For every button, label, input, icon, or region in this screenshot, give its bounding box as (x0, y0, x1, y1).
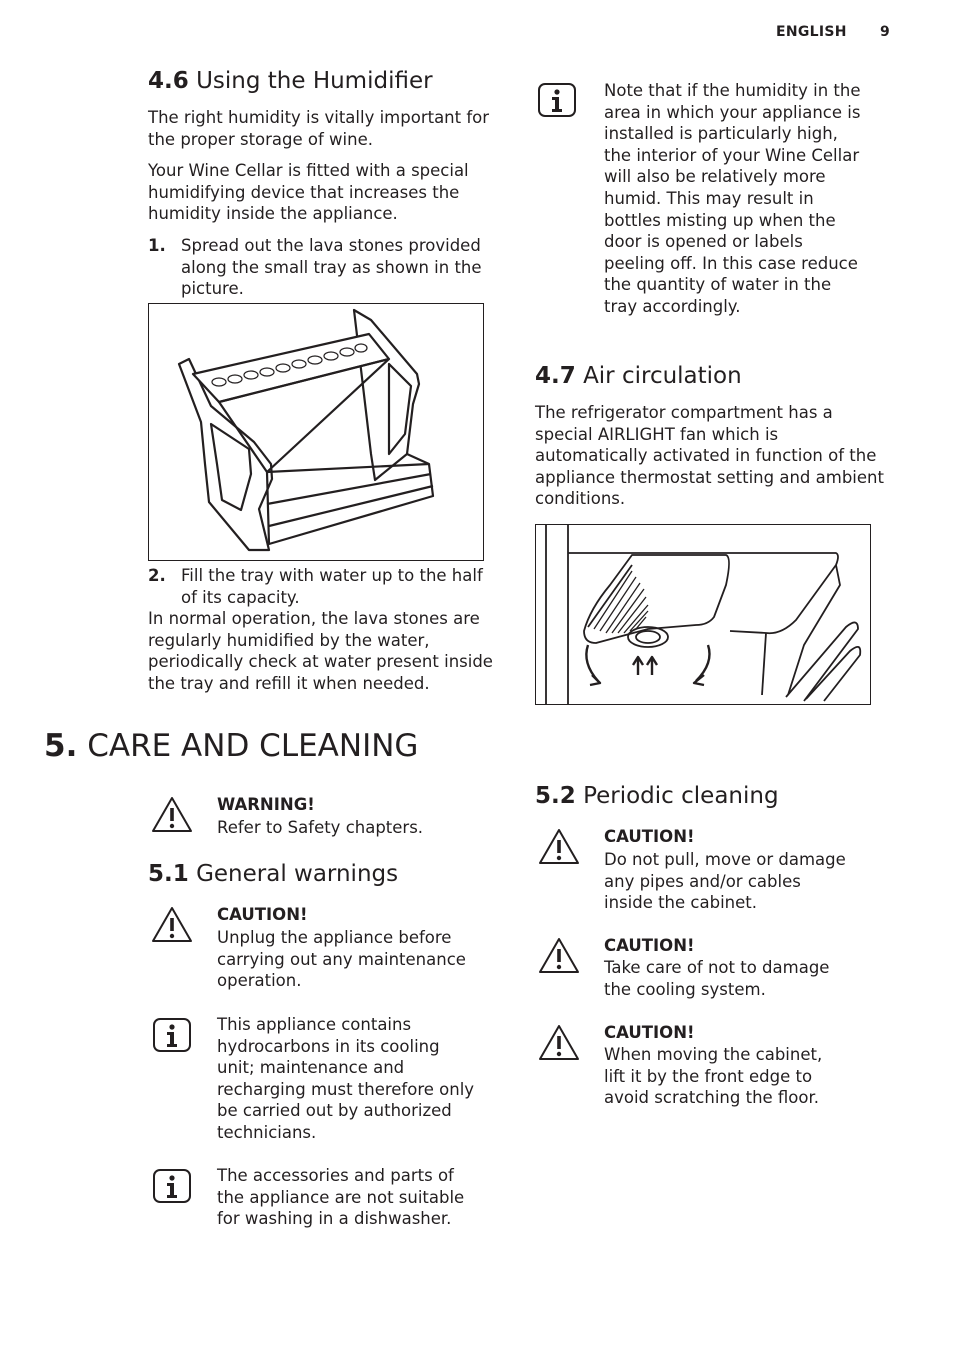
section-number: 5.2 (535, 783, 576, 809)
caution-title: CAUTION! (604, 936, 695, 955)
section-5-1-heading (148, 860, 398, 888)
step-text: Fill the tray with water up to the half of its capacity. (181, 566, 483, 607)
caution-title: CAUTION! (217, 905, 308, 924)
caution-text: Take care of not to damage the cooling system. (604, 958, 830, 999)
section-title: Air circulation (583, 363, 742, 389)
caution-text: Do not pull, move or damage any pipes and/or cables inside the cabinet. (604, 850, 846, 913)
accessories-info-text: The accessories and parts of the appliance are not suitable for washing in a dishwasher. (217, 1166, 465, 1229)
air-circulation-paragraph: The refrigerator compartment has a special AIRLIGHT fan which is automatically activated in function of the appliance thermostat setting and ambient conditions. (535, 403, 884, 509)
humidifier-tray-illustration (148, 303, 484, 561)
humidifier-device-paragraph: Your Wine Cellar is fitted with a special humidifying device that increases the humidity inside the appliance. (148, 161, 469, 224)
chapter-title: CARE AND CLEANING (87, 728, 419, 764)
step-number: 2. (148, 566, 166, 585)
section-number: 4.7 (535, 363, 576, 389)
airlight-fan-illustration (535, 524, 871, 705)
caution-icon (538, 937, 580, 975)
step-text: Spread out the lava stones provided along the small tray as shown in the picture. (181, 236, 482, 299)
caution-title: CAUTION! (604, 1023, 695, 1042)
section-title: Periodic cleaning (583, 783, 779, 809)
caution-icon (538, 1024, 580, 1062)
section-5-2-heading (535, 782, 779, 810)
step-1 (148, 235, 503, 301)
normal-operation-paragraph: In normal operation, the lava stones are regularly humidified by the water, periodically check at water present inside the tray and refill it when needed. (148, 609, 493, 693)
section-title: General warnings (196, 861, 399, 887)
warning-text: Refer to Safety chapters. (217, 818, 424, 837)
humidity-info-text: Note that if the humidity in the area in which your appliance is installed is particularly high, the interior of your Wine Cellar will also be relatively more humid. This may result in bottles misting up when the door is opened or labels peeling off. In this case reduce the quantity of water in the tray accordingly. (604, 81, 861, 316)
page-number: 9 (880, 24, 891, 40)
caution-icon (538, 828, 580, 866)
fan-drawing (536, 525, 870, 704)
chapter-number: 5. (44, 728, 78, 764)
humidifier-intro-paragraph: The right humidity is vitally important for the proper storage of wine. (148, 108, 490, 149)
warning-icon (151, 796, 193, 834)
tray-drawing (149, 304, 483, 560)
header-language: ENGLISH (776, 24, 847, 40)
section-title: Using the Humidifier (196, 68, 433, 94)
hydrocarbons-info-text: This appliance contains hydrocarbons in its cooling unit; maintenance and recharging must therefore only be carried out by authorized technicians. (217, 1015, 475, 1142)
section-4-7-heading (535, 362, 742, 390)
info-icon (537, 82, 577, 122)
step-2 (148, 565, 503, 609)
caution-icon (151, 906, 193, 944)
section-number: 4.6 (148, 68, 189, 94)
caution-text: When moving the cabinet, lift it by the front edge to avoid scratching the floor. (604, 1045, 823, 1108)
info-icon (152, 1168, 192, 1208)
caution-text: Unplug the appliance before carrying out any maintenance operation. (217, 928, 466, 991)
section-number: 5.1 (148, 861, 189, 887)
step-number: 1. (148, 236, 166, 255)
chapter-5-heading (44, 728, 418, 764)
warning-title: WARNING! (217, 795, 315, 814)
info-icon (152, 1017, 192, 1057)
caution-title: CAUTION! (604, 827, 695, 846)
section-4-6-heading (148, 67, 433, 95)
